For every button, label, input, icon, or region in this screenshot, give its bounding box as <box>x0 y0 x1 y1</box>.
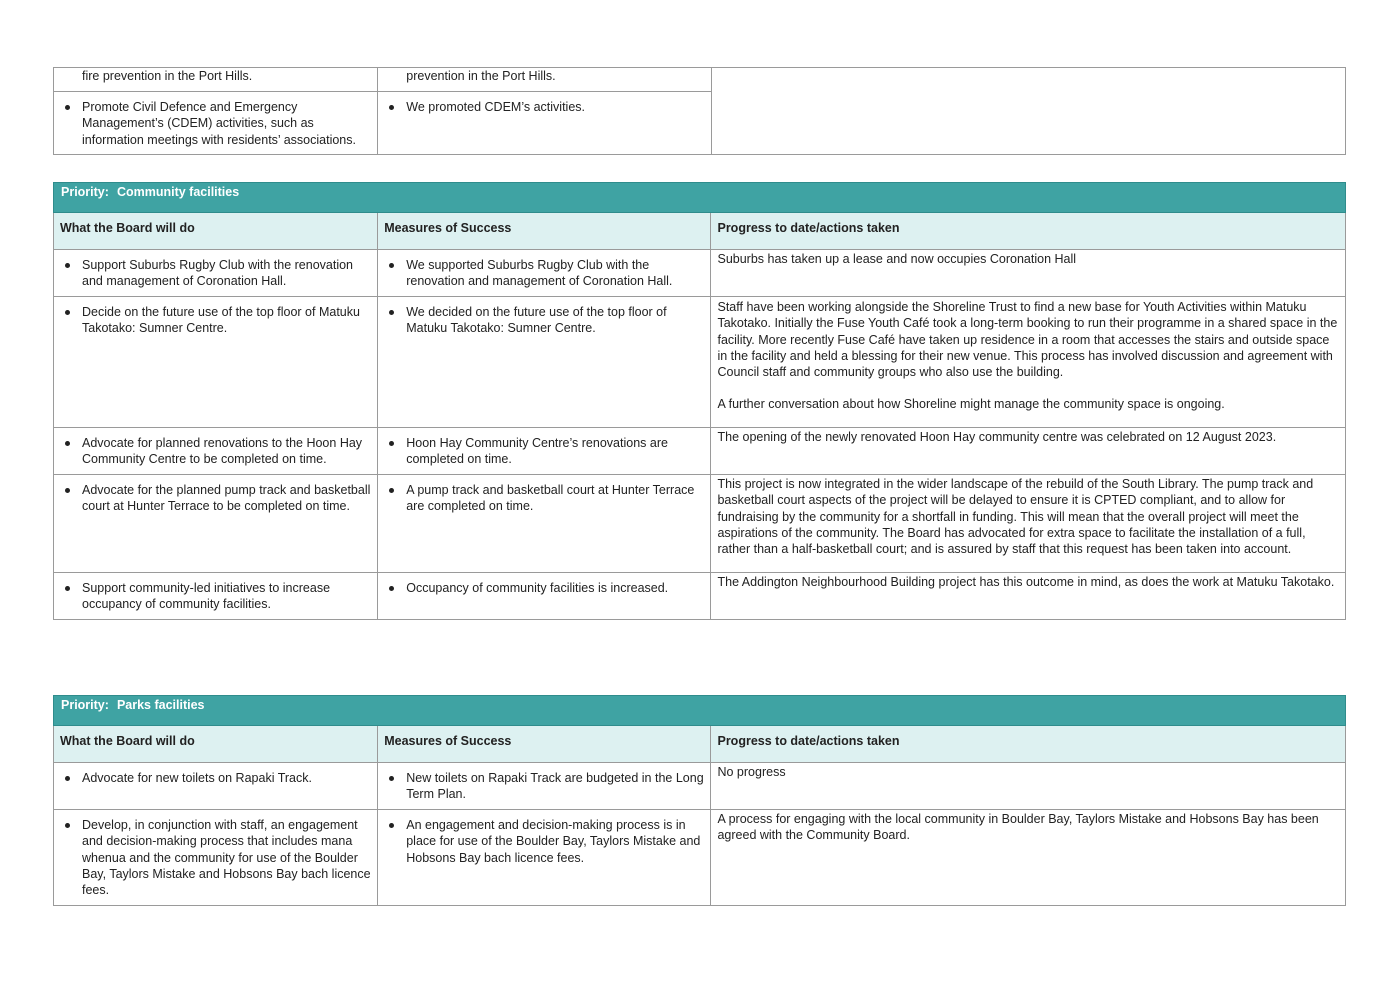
measure-cell <box>378 68 711 92</box>
action-text: fire prevention in the Port Hills. <box>82 69 253 83</box>
progress-cell <box>711 810 1346 906</box>
column-header: What the Board will do <box>54 213 378 250</box>
column-header: Measures of Success <box>378 726 711 763</box>
action-cell <box>54 573 378 620</box>
measure-text: We decided on the future use of the top floor of Matuku Takotako: Sumner Centre. <box>406 304 706 337</box>
progress-text: No progress <box>717 765 786 779</box>
progress-cell <box>711 428 1346 475</box>
priority-name: Parks facilities <box>116 698 205 712</box>
measure-cell <box>378 763 711 810</box>
priority-title <box>54 183 1346 213</box>
measure-cell <box>378 297 711 428</box>
measure-cell <box>378 810 711 906</box>
measure-cell <box>378 573 711 620</box>
column-header: Progress to date/actions taken <box>711 213 1346 250</box>
progress-cell <box>711 250 1346 297</box>
progress-text: Staff have been working alongside the Shoreline Trust to find a new base for Youth Activities within Matuku Takotako. Initially the Fuse Youth Café took a long-term booking to run their programme in a shared space in the facility. More recently Fuse Café have taken up residence in a room that accesses the stairs and outside space in the facility and held a blessing for their new venue. This process has involved discussion and agreement with Council staff and community groups who also use the building. <box>717 300 1338 380</box>
progress-cell <box>711 297 1346 428</box>
table-row <box>54 297 1346 428</box>
measure-cell <box>378 92 711 155</box>
progress-text: This project is now integrated in the wider landscape of the rebuild of the South Library. The pump track and basketball court aspects of the project will be delayed to ensure it is CPTED compliant, and to allow for fundraising by the community for a shortfall in funding. This will mean that the overall project will meet the aspirations of the community. The Board has advocated for extra space to facilitate the installation of a full, rather than a half-basketball court; and is assured by staff that this request has been taken into account. <box>717 477 1314 557</box>
action-text: Develop, in conjunction with staff, an engagement and decision-making process that includes mana whenua and the community for use of the Boulder Bay, Taylors Mistake and Hobsons Bay bach licence fees. <box>82 817 373 898</box>
measure-text: prevention in the Port Hills. <box>406 69 556 83</box>
action-text: Advocate for planned renovations to the Hoon Hay Community Centre to be completed on time. <box>82 435 373 468</box>
priority-header <box>54 696 1346 726</box>
action-cell <box>54 297 378 428</box>
table-row <box>54 810 1346 906</box>
table-row <box>54 68 1346 92</box>
progress-text: A process for engaging with the local community in Boulder Bay, Taylors Mistake and Hobsons Bay has been agreed with the Community Board. <box>717 812 1319 843</box>
measure-cell <box>378 250 711 297</box>
table-row <box>54 763 1346 810</box>
progress-text: The opening of the newly renovated Hoon Hay community centre was celebrated on 12 August 2023. <box>717 430 1277 444</box>
progress-text: Suburbs has taken up a lease and now occupies Coronation Hall <box>717 252 1077 266</box>
measure-text: New toilets on Rapaki Track are budgeted in the Long Term Plan. <box>406 770 706 803</box>
measure-cell <box>378 428 711 475</box>
column-header: What the Board will do <box>54 726 378 763</box>
measure-cell <box>378 475 711 573</box>
action-cell <box>54 763 378 810</box>
progress-cell <box>711 68 1346 155</box>
priority-title <box>54 696 1346 726</box>
priority-label: Priority: <box>61 698 109 712</box>
priority-label: Priority: <box>61 185 109 199</box>
action-text: Promote Civil Defence and Emergency Management’s (CDEM) activities, such as information meetings with residents’ associations. <box>82 99 373 148</box>
action-cell <box>54 428 378 475</box>
column-headers <box>54 213 1346 250</box>
action-text: Advocate for new toilets on Rapaki Track. <box>82 770 373 786</box>
priority-name: Community facilities <box>116 185 240 199</box>
progress-text: A further conversation about how Shoreline might manage the community space is ongoing. <box>717 397 1225 412</box>
column-header: Measures of Success <box>378 213 711 250</box>
table-row <box>54 428 1346 475</box>
continuation-table <box>53 67 1346 155</box>
action-text: Support community-led initiatives to increase occupancy of community facilities. <box>82 580 373 613</box>
action-text: Support Suburbs Rugby Club with the renovation and management of Coronation Hall. <box>82 257 373 290</box>
progress-cell <box>711 475 1346 573</box>
column-headers <box>54 726 1346 763</box>
progress-cell <box>711 573 1346 620</box>
priority-header <box>54 183 1346 213</box>
action-cell <box>54 250 378 297</box>
action-cell <box>54 68 378 92</box>
measure-text: Occupancy of community facilities is increased. <box>406 580 706 596</box>
measure-text: We supported Suburbs Rugby Club with the renovation and management of Coronation Hall. <box>406 257 706 290</box>
action-cell <box>54 475 378 573</box>
column-header: Progress to date/actions taken <box>711 726 1346 763</box>
table-row <box>54 573 1346 620</box>
community-facilities-table <box>53 182 1346 620</box>
table-row <box>54 250 1346 297</box>
measure-text: Hoon Hay Community Centre’s renovations are completed on time. <box>406 435 706 468</box>
action-cell <box>54 810 378 906</box>
action-text: Decide on the future use of the top floor of Matuku Takotako: Sumner Centre. <box>82 304 373 337</box>
parks-facilities-table <box>53 695 1346 906</box>
measure-text: An engagement and decision-making process is in place for use of the Boulder Bay, Taylors Mistake and Hobsons Bay bach licence fees. <box>406 817 706 866</box>
measure-text: We promoted CDEM’s activities. <box>406 99 706 115</box>
action-cell <box>54 92 378 155</box>
table-row <box>54 475 1346 573</box>
action-text: Advocate for the planned pump track and basketball court at Hunter Terrace to be completed on time. <box>82 482 373 515</box>
progress-text: The Addington Neighbourhood Building project has this outcome in mind, as does the work at Matuku Takotako. <box>717 575 1335 589</box>
progress-cell <box>711 763 1346 810</box>
measure-text: A pump track and basketball court at Hunter Terrace are completed on time. <box>406 482 706 515</box>
